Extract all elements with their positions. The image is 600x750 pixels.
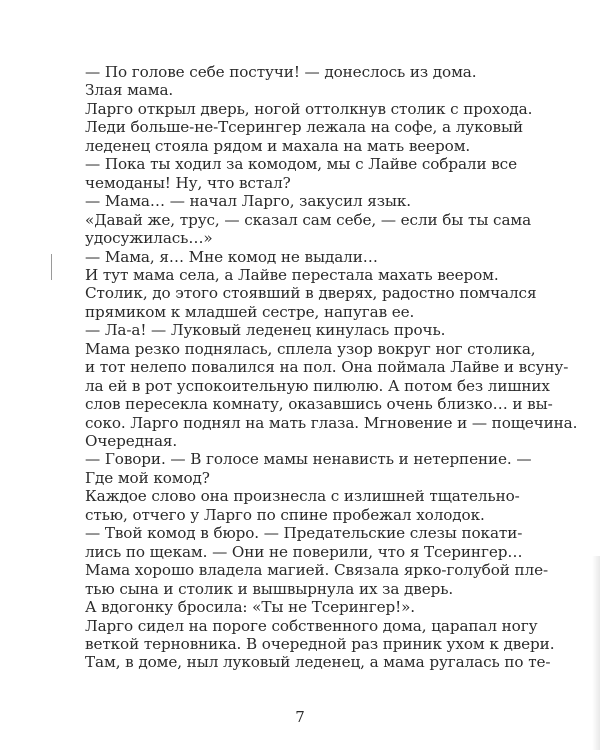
text-line: прямиком к младшей сестре, напугав ее. xyxy=(85,302,415,321)
text-line: веткой терновника. В очередной раз приник ухом к двери. xyxy=(85,634,555,653)
margin-mark xyxy=(51,254,52,280)
text-line: Мама резко поднялась, сплела узор вокруг ног столика, xyxy=(85,339,536,358)
text-line: стью, отчего у Ларго по спине пробежал холодок. xyxy=(85,505,485,524)
text-line: А вдогонку бросила: «Ты не Тсерингер!». xyxy=(85,598,415,617)
text-line: — По голове себе постучи! — донеслось из дома. xyxy=(85,63,477,81)
text-line: «Давай же, трус, — сказал сам себе, — если бы ты сама xyxy=(85,210,532,229)
text-line: Мама хорошо владела магией. Связала ярко-голубой пле- xyxy=(85,561,549,580)
text-line: и тот нелепо повалился на пол. Она поймала Лайве и всуну- xyxy=(85,358,569,377)
text-line: соко. Ларго поднял на мать глаза. Мгновение и — пощечина. xyxy=(85,413,578,432)
text-line: слов пересекла комнату, оказавшись очень близко… и вы- xyxy=(85,395,553,414)
text-line: Там, в доме, ныл луковый леденец, а мама ругалась по те- xyxy=(85,653,551,672)
text-line: И тут мама села, а Лайве перестала махать веером. xyxy=(85,265,499,284)
text-line: Очередная. xyxy=(85,432,178,450)
text-line: удосужилась…» xyxy=(85,229,213,248)
text-line: Злая мама. xyxy=(85,81,174,100)
text-line: лись по щекам. — Они не поверили, что я Тсерингер… xyxy=(85,542,523,561)
text-line: тью сына и столик и вышвырнула их за дверь. xyxy=(85,579,454,598)
text-line: — Говори. — В голосе мамы ненависть и нетерпение. — xyxy=(85,450,532,469)
text-line: Ларго сидел на пороге собственного дома, царапал ногу xyxy=(85,616,538,635)
text-line: — Мама, я… Мне комод не выдали… xyxy=(85,247,378,266)
text-line: — Мама… — начал Ларго, закусил язык. xyxy=(85,192,412,211)
text-line: чемоданы! Ну, что встал? xyxy=(85,173,291,192)
text-line: Леди больше-не-Тсерингер лежала на софе, а луковый xyxy=(85,118,523,137)
text-line: леденец стояла рядом и махала на мать веером. xyxy=(85,136,471,155)
text-line: Ларго открыл дверь, ногой оттолкнув столик с прохода. xyxy=(85,99,533,118)
text-line: — Твой комод в бюро. — Предательские слезы покати- xyxy=(85,524,523,543)
page-number: 7 xyxy=(295,707,305,726)
text-line: Столик, до этого стоявший в дверях, радостно помчался xyxy=(85,284,537,303)
text-line: Каждое слово она произнесла с излишней тщательно- xyxy=(85,487,520,506)
text-line: ла ей в рот успокоительную пилюлю. А потом без лишних xyxy=(85,376,550,395)
text-line: — Пока ты ходил за комодом, мы с Лайве собрали все xyxy=(85,155,517,174)
text-line: Где мой комод? xyxy=(85,468,210,487)
text-line: — Ла-а! — Луковый леденец кинулась прочь. xyxy=(85,321,446,340)
